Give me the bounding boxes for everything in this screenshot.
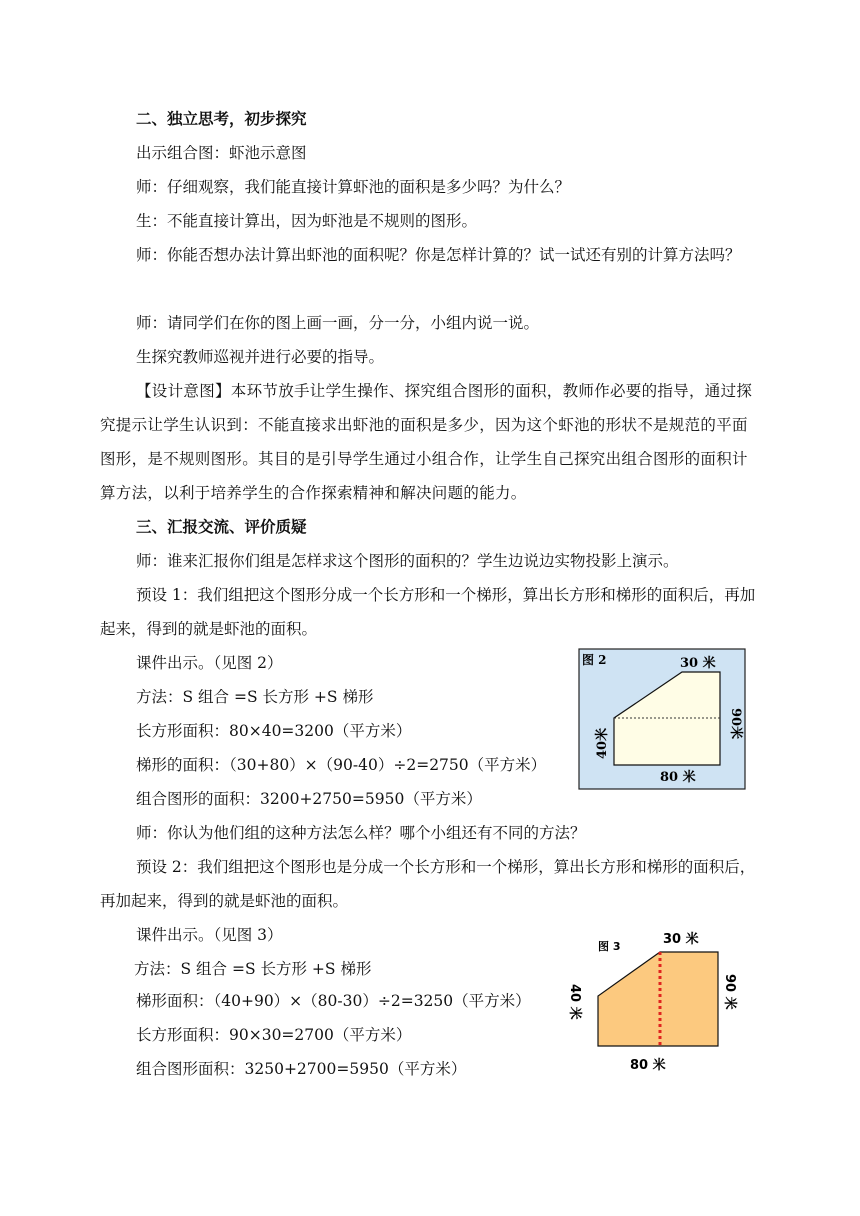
text-line: 梯形的面积：（30+80）×（90-40）÷2=2750（平方米） xyxy=(136,756,547,774)
text-line: 梯形面积：（40+90）×（80-30）÷2=3250（平方米） xyxy=(136,992,531,1010)
text-line: 师：请同学们在你的图上画一画，分一分，小组内说一说。 xyxy=(136,314,540,332)
text-line: 师：你认为他们组的这种方法怎么样？哪个小组还有不同的方法？ xyxy=(136,824,586,842)
figure-3 xyxy=(566,924,756,1082)
figure-2-top-dimension: 30 米 xyxy=(680,656,716,671)
text-line: 师：谁来汇报你们组是怎样求这个图形的面积的？学生边说边实物投影上演示。 xyxy=(136,552,679,570)
text-line: 生：不能直接计算出，因为虾池是不规则的图形。 xyxy=(136,212,478,230)
text-line: 方法：S 组合 =S 长方形 +S 梯形 xyxy=(134,960,372,978)
figure-2-label: 图 2 xyxy=(582,653,607,667)
text-line: 组合图形的面积：3200+2750=5950（平方米） xyxy=(136,790,482,808)
text-line: 师：仔细观察，我们能直接计算虾池的面积是多少吗？为什么？ xyxy=(136,178,571,196)
figure-2 xyxy=(578,648,746,794)
text-line: 出示组合图：虾池示意图 xyxy=(136,144,307,162)
figure-3-shape xyxy=(598,952,718,1046)
figure-2-right-dimension: 90米 xyxy=(728,708,743,740)
design-intent-paragraph: 【设计意图】本环节放手让学生操作、探究组合图形的面积，教师作必要的指导，通过探究提示让学生认识到：不能直接求出虾池的面积是多少，因为这个虾池的形状不是规范的平面图形，是不规则图形。其目的是引导学生通过小组合作，让学生自己探究出组合图形的面积计算方法，以利于培养学生的合作探索精神和解决问题的能力。 xyxy=(100,382,753,502)
section-2-heading: 二、独立思考，初步探究 xyxy=(136,110,307,128)
text-line: 课件出示。（见图 2） xyxy=(136,654,283,672)
text-line: 方法：S 组合 =S 长方形 +S 梯形 xyxy=(136,688,374,706)
preset-2-paragraph: 预设 2：我们组把这个图形也是分成一个长方形和一个梯形，算出长方形和梯形的面积后，再加起来，得到的就是虾池的面积。 xyxy=(100,858,756,910)
section-3-heading: 三、汇报交流、评价质疑 xyxy=(136,518,307,536)
figure-2-bottom-dimension: 80 米 xyxy=(660,770,696,785)
figure-2-left-dimension: 40米 xyxy=(595,727,610,759)
figure-3-left-dimension: 40 米 xyxy=(567,984,582,1020)
preset-1-paragraph: 预设 1：我们组把这个图形分成一个长方形和一个梯形，算出长方形和梯形的面积后，再加起来，得到的就是虾池的面积。 xyxy=(100,586,756,638)
text-line: 生探究教师巡视并进行必要的指导。 xyxy=(136,348,385,366)
text-line: 长方形面积：90×30=2700（平方米） xyxy=(136,1026,412,1044)
text-paragraph: 师：你能否想办法计算出虾池的面积呢？你是怎样计算的？试一试还有别的计算方法吗？ xyxy=(136,246,741,264)
text-line: 长方形面积：80×40=3200（平方米） xyxy=(136,722,412,740)
text-line: 组合图形面积：3250+2700=5950（平方米） xyxy=(136,1060,467,1078)
figure-3-top-dimension: 30 米 xyxy=(663,932,699,947)
figure-3-right-dimension: 90 米 xyxy=(722,974,737,1010)
text-line: 课件出示。（见图 3） xyxy=(136,926,283,944)
figure-3-label: 图 3 xyxy=(598,940,621,953)
figure-3-bottom-dimension: 80 米 xyxy=(630,1058,666,1073)
